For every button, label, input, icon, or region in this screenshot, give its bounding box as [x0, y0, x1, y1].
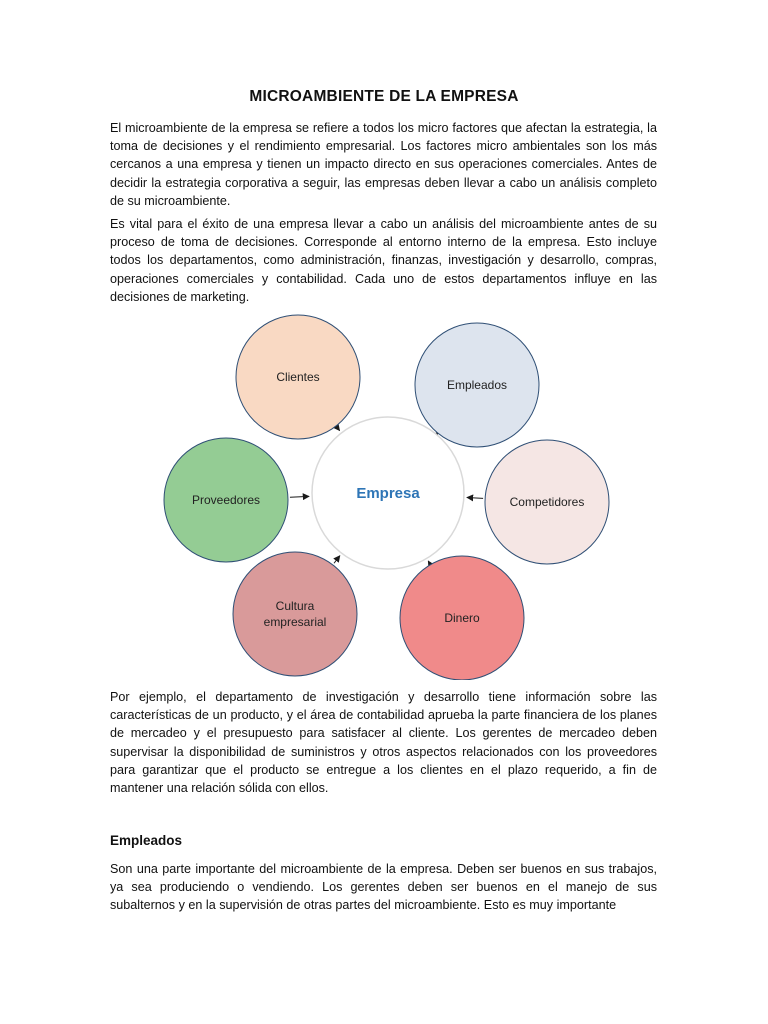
document-title: MICROAMBIENTE DE LA EMPRESA [249, 88, 519, 105]
empresa-label: Empresa [356, 485, 420, 502]
competidores-label: Competidores [509, 495, 585, 509]
arrow-competidores-to-empresa [467, 497, 483, 498]
arrow-proveedores-to-empresa [290, 496, 309, 497]
paragraph-analysis: Es vital para el éxito de una empresa llevar a cabo un análisis del microambiente antes de su proceso de toma de decisiones. Corresponde al entorno interno de la empresa. Esto incluye todos los departamentos, como administración, finanzas, investigación y desarrollo, compras, operaciones comerciales y contabilidad. Cada uno de estos departamentos influye en las decisiones de marketing. [110, 217, 657, 304]
paragraph-example: Por ejemplo, el departamento de investigación y desarrollo tiene información sobre las características de un producto, y el área de contabilidad aprueba la parte financiera de los planes de mercadeo y el presupuesto para satisfacer al cliente. Los gerentes de mercadeo deben supervisar la disponibilidad de suministros y otros aspectos relacionados con los proveedores para garantizar que el producto se entregue a los clientes en el plazo requerido, a fin de mantener una relación sólida con ellos. [110, 690, 657, 796]
clientes-label: Clientes [276, 370, 320, 384]
diagram-canvas [150, 305, 610, 680]
microenvironment-diagram [150, 305, 610, 680]
arrow-dinero-to-empresa [428, 561, 429, 563]
section-heading-empleados: Empleados [110, 833, 183, 848]
dinero-label: Dinero [444, 611, 480, 625]
arrow-cultura-to-empresa [334, 556, 340, 564]
paragraph-intro: El microambiente de la empresa se refiere a todos los micro factores que afectan la estrategia, la toma de decisiones y el rendimiento empresarial. Los factores micro ambientales son los más cercanos a una empresa y tienen un impacto directo en sus operaciones comerciales. Antes de decidir la estrategia corporativa a seguir, las empresas deben llevar a cabo un análisis completo de su microambiente. [110, 121, 657, 208]
cultura-label: Cultura empresarial [263, 599, 327, 629]
paragraph-empleados: Son una parte importante del microambiente de la empresa. Deben ser buenos en sus trabajos, ya sea produciendo o vendiendo. Los gerentes deben ser buenos en el manejo de sus subalternos y en la supervisión de otras partes del microambiente. Esto es muy importante [110, 862, 657, 913]
empleados-label: Empleados [446, 378, 508, 392]
proveedores-label: Proveedores [191, 493, 261, 507]
arrow-clientes-to-empresa [337, 428, 339, 431]
cultura-circle [233, 552, 357, 676]
